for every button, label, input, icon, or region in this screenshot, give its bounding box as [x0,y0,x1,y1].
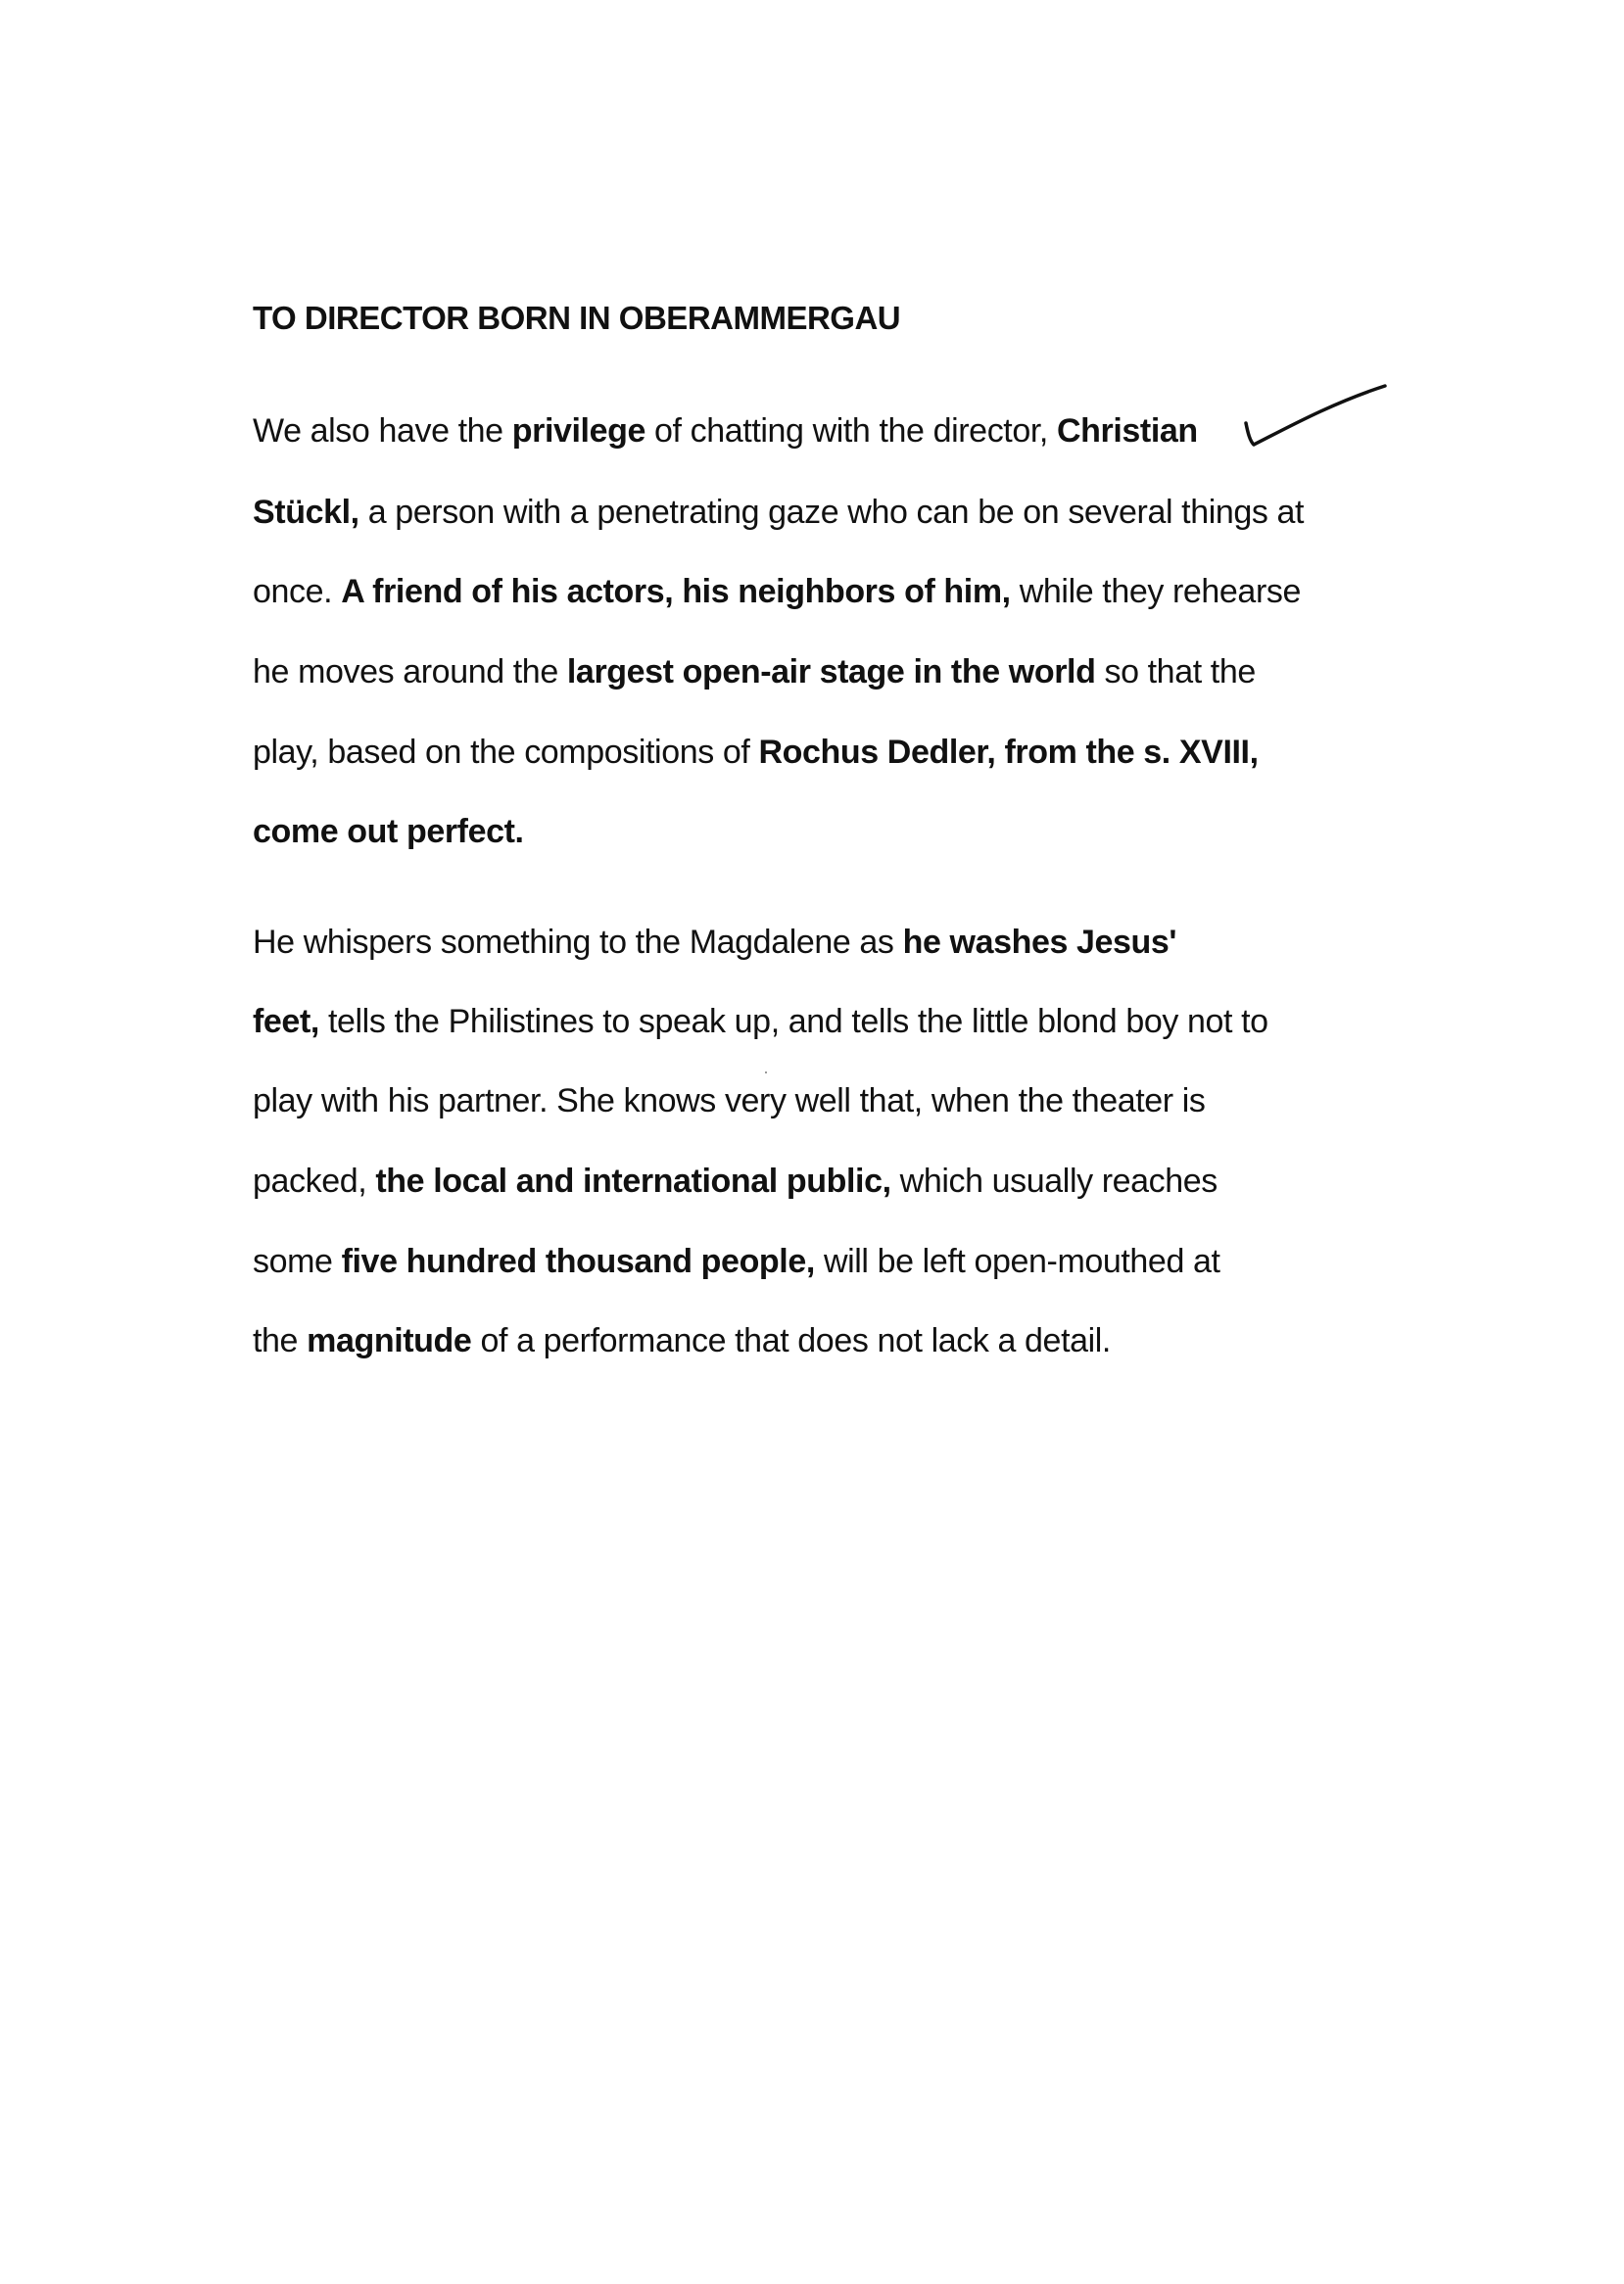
handwritten-checkmark-icon [1242,382,1389,451]
text-segment: the [253,1322,308,1359]
text-segment: packed, [253,1163,376,1200]
paragraph-2-line-5 [253,1243,1220,1281]
text-segment: once. [253,573,342,610]
scan-speck [765,1071,767,1073]
bold-segment: largest open-air stage in the world [566,653,1096,690]
text-segment: We also have the [253,412,512,450]
bold-segment: Christian [1057,412,1198,450]
paragraph-1-line-4 [253,653,1256,691]
text-segment: will be left open-mouthed at [814,1243,1220,1280]
paragraph-1-line-1 [253,412,1198,451]
text-segment: he moves around the [253,653,567,690]
text-segment: of chatting with the director, [645,412,1057,450]
paragraph-1-line-6 [253,813,524,851]
bold-segment: Stückl, [253,494,359,531]
paragraph-1-line-5 [253,734,1259,772]
bold-segment: Rochus Dedler, from the s. XVIII, [758,734,1259,771]
paragraph-2-line-4 [253,1163,1218,1201]
bold-segment: five hundred thousand people, [341,1243,815,1280]
document-title: TO DIRECTOR BORN IN OBERAMMERGAU [253,300,901,336]
paragraph-2-line-1 [253,924,1176,962]
text-segment: a person with a penetrating gaze who can be on several things at [358,494,1305,531]
text-segment: play, based on the compositions of [253,734,759,771]
bold-segment: feet, [253,1003,319,1040]
bold-segment: A friend of his actors, his neighbors of him, [341,573,1011,610]
text-segment: while they rehearse [1010,573,1301,610]
bold-segment: privilege [511,412,645,450]
text-segment: of a performance that does not lack a detail. [471,1322,1111,1359]
text-segment: some [253,1243,342,1280]
bold-segment: come out perfect. [253,813,524,850]
paragraph-1-line-3 [253,573,1301,611]
text-segment: tells the Philistines to speak up, and tells the little blond boy not to [318,1003,1268,1040]
paragraph-2-line-2 [253,1003,1268,1041]
text-segment: He whispers something to the Magdalene as [253,924,903,961]
paragraph-2-line-3 [253,1082,1206,1120]
bold-segment: the local and international public, [375,1163,891,1200]
paragraph-2-line-6 [253,1322,1111,1360]
text-segment: play with his partner. She knows very well that, when the theater is [253,1082,1206,1119]
text-segment: so that the [1095,653,1256,690]
bold-segment: magnitude [307,1322,472,1359]
bold-segment: he washes Jesus' [902,924,1177,961]
paragraph-1-line-2 [253,494,1304,532]
text-segment: which usually reaches [890,1163,1218,1200]
